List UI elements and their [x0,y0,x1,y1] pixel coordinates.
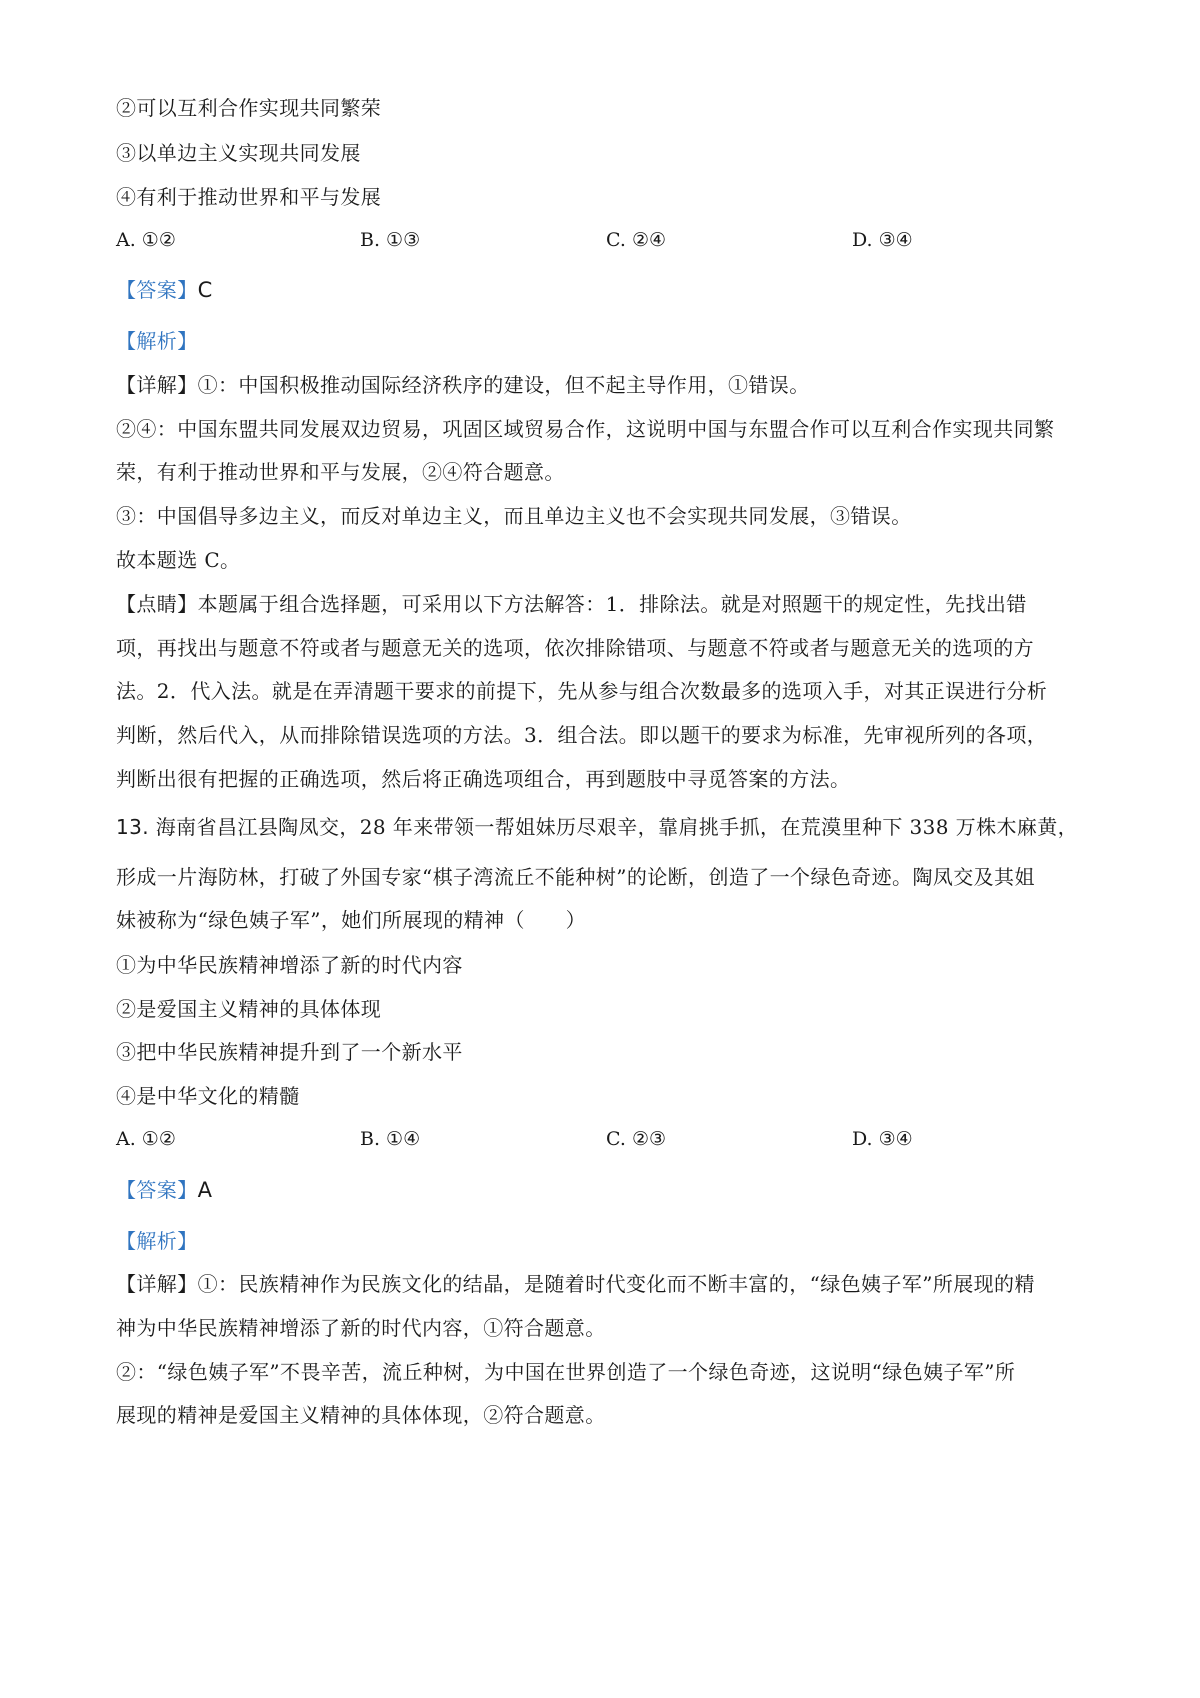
q13-answer-tag: 【答案】 [116,1178,198,1202]
q13-statement-3: ③把中华民族精神提升到了一个新水平 [116,1040,463,1064]
q13-stem-line [116,813,1096,841]
q13-statement-4: ④是中华文化的精髓 [116,1084,300,1108]
q12-tip-line: 法。2．代入法。就是在弄清题干要求的前提下，先从参与组合次数最多的选项入手，对其正误进行分析 [116,679,1048,703]
q12-options [116,226,1096,254]
q13-detail-line: 【详解】①：民族精神作为民族文化的结晶，是随着时代变化而不断丰富的，“绿色姨子军”所展现的精 [116,1272,1035,1296]
q12-answer-value: C [197,278,213,302]
q13-answer-value: A [197,1178,213,1202]
q13-option-a: A. ①② [116,1128,176,1150]
q13-options [116,1125,1096,1153]
q12-option-b: B. ①③ [360,229,421,251]
q13-number: 13. [116,815,150,839]
q12-detail-line: ③：中国倡导多边主义，而反对单边主义，而且单边主义也不会实现共同发展，③错误。 [116,504,912,528]
q12-analysis-tag: 【解析】 [116,329,198,353]
q13-analysis-tag: 【解析】 [116,1229,198,1253]
q12-tip-line: 项，再找出与题意不符或者与题意无关的选项，依次排除错项、与题意不符或者与题意无关的选项的方 [116,636,1034,660]
q12-detail-line: 荣，有利于推动世界和平与发展，②④符合题意。 [116,460,565,484]
q12-detail-line: 【详解】①：中国积极推动国际经济秩序的建设，但不起主导作用，①错误。 [116,373,810,397]
q13-stem-line: 形成一片海防林，打破了外国专家“棋子湾流丘不能种树”的论断，创造了一个绿色奇迹。陶凤交及其姐 [116,865,1035,889]
q13-statement-1: ①为中华民族精神增添了新的时代内容 [116,953,463,977]
q12-answer [116,276,1096,304]
q12-statement-3: ③以单边主义实现共同发展 [116,141,361,165]
q12-tip-line: 判断出很有把握的正确选项，然后将正确选项组合，再到题肢中寻觅答案的方法。 [116,767,851,791]
q12-option-c: C. ②④ [606,229,667,251]
q13-detail-line: 神为中华民族精神增添了新的时代内容，①符合题意。 [116,1316,606,1340]
q13-answer [116,1176,1096,1204]
q13-option-c: C. ②③ [606,1128,667,1150]
q13-detail-line: ②：“绿色姨子军”不畏辛苦，流丘种树，为中国在世界创造了一个绿色奇迹，这说明“绿色姨子军”所 [116,1360,1016,1384]
q12-statement-2: ②可以互利合作实现共同繁荣 [116,96,382,120]
q12-detail-line: 故本题选 C。 [116,548,241,572]
q12-tip-line: 【点睛】本题属于组合选择题，可采用以下方法解答：1．排除法。就是对照题干的规定性，先找出错 [116,592,1027,616]
q13-statement-2: ②是爱国主义精神的具体体现 [116,997,382,1021]
q12-answer-tag: 【答案】 [116,278,198,302]
q13-stem-text: 海南省昌江县陶凤交，28 年来带领一帮姐妹历尽艰辛，靠肩挑手抓，在荒漠里种下 338 万株木麻黄， [155,815,1079,839]
q13-option-d: D. ③④ [852,1128,913,1150]
q13-option-b: B. ①④ [360,1128,421,1150]
q12-tip-line: 判断，然后代入，从而排除错误选项的方法。3．组合法。即以题干的要求为标准，先审视所列的各项， [116,723,1048,747]
q12-option-a: A. ①② [116,229,176,251]
q12-statement-4: ④有利于推动世界和平与发展 [116,185,382,209]
q13-detail-line: 展现的精神是爱国主义精神的具体体现，②符合题意。 [116,1403,606,1427]
q12-option-d: D. ③④ [852,229,913,251]
q13-stem-line: 妹被称为“绿色姨子军”，她们所展现的精神（ ） [116,908,587,932]
q12-detail-line: ②④：中国东盟共同发展双边贸易，巩固区域贸易合作，这说明中国与东盟合作可以互利合作实现共同繁 [116,417,1055,441]
